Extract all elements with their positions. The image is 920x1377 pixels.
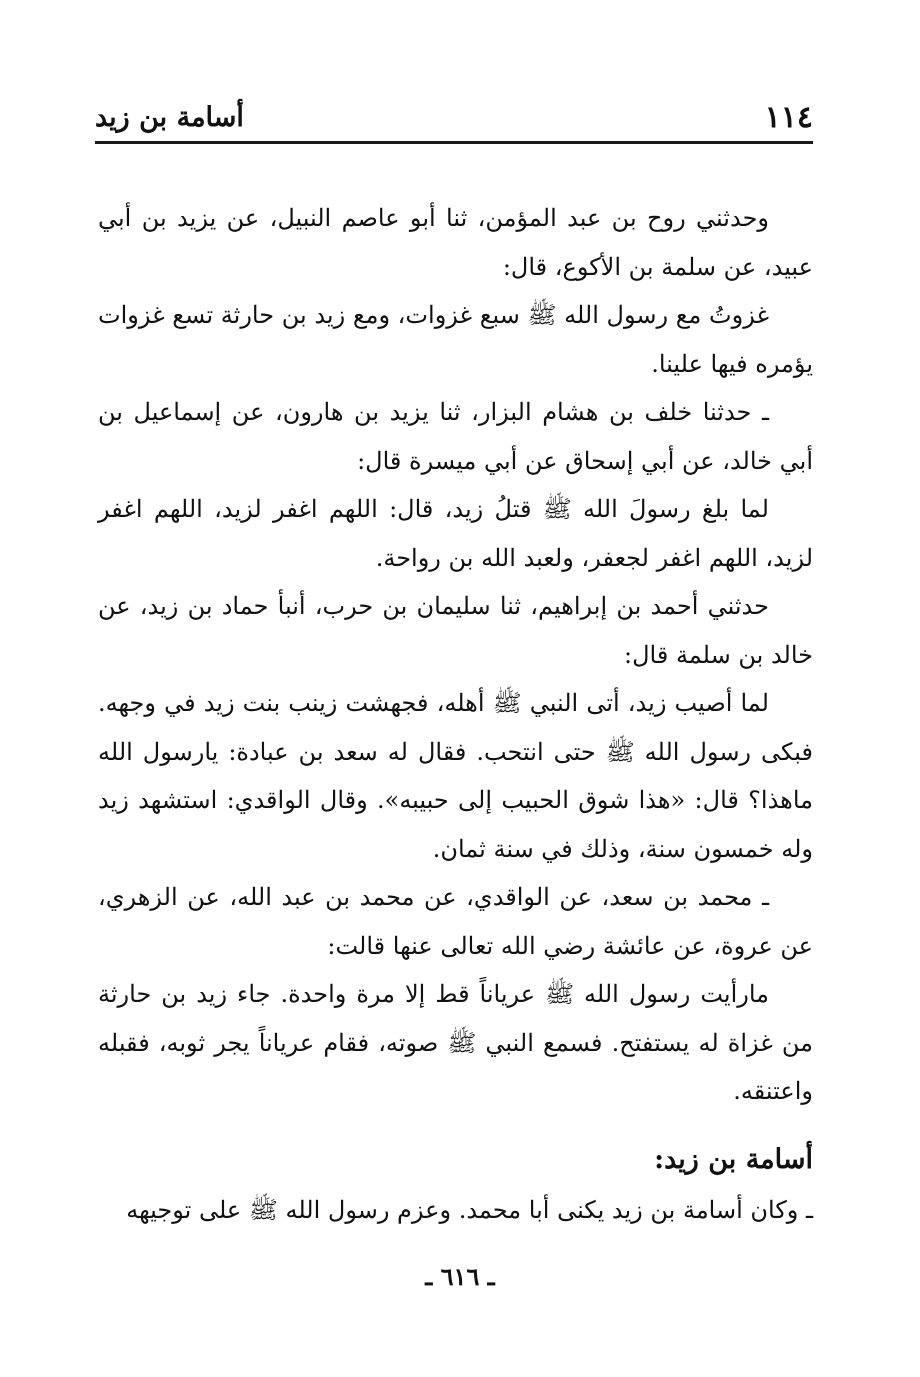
header-page-number: ١١٤ [764, 100, 813, 135]
running-header [95, 94, 813, 144]
section-subheading: أسامة بن زيد: [654, 1143, 813, 1175]
header-section-title: أسامة بن زيد [95, 102, 244, 133]
footer-page-number: ـ ٦١٦ ـ [425, 1262, 495, 1291]
paragraph-isnad-1: وحدثني روح بن عبد المؤمن، ثنا أبو عاصم النبيل، عن يزيد بن أبي عبيد، عن سلمة بن الأكوع، قال: [98, 204, 813, 281]
paragraph-closing: ـ وكان أسامة بن زيد يكنى أبا محمد. وعزم رسول الله ﷺ على توجيهه [126, 1195, 813, 1224]
paragraph-isnad-2: ـ حدثنا خلف بن هشام البزار، ثنا يزيد بن هارون، عن إسماعيل بن أبي خالد، عن أبي إسحاق عن أبي ميسرة قال: [98, 398, 813, 475]
paragraph-isnad-3: حدثني أحمد بن إبراهيم، ثنا سليمان بن حرب، أنبأ حماد بن زيد، عن خالد بن سلمة قال: [98, 592, 813, 669]
paragraph-narration-2: لما بلغ رسولَ الله ﷺ قتلُ زيد، قال: اللهم اغفر لزيد، اللهم اغفر لزيد، اللهم اغفر لجعفر، ولعبد الله بن رواحة. [98, 495, 813, 572]
page-body [98, 194, 813, 1234]
paragraph-narration-3: لما أصيب زيد، أتى النبي ﷺ أهله، فجهشت زينب بنت زيد في وجهه. فبكى رسول الله ﷺ حتى انتحب. فقال له سعد بن عبادة: يارسول الله ماهذا؟ قال: «هذا شوق الحبيب إلى حبيبه». وقال الواقدي: استشهد زيد وله خمسون سنة، وذلك في سنة ثمان. [98, 689, 813, 863]
paragraph-isnad-4: ـ محمد بن سعد، عن الواقدي، عن محمد بن عبد الله، عن الزهري، عن عروة، عن عائشة رضي الله تعالى عنها قالت: [98, 883, 813, 960]
paragraph-narration-1: غزوتُ مع رسول الله ﷺ سبع غزوات، ومع زيد بن حارثة تسع غزوات يؤمره فيها علينا. [98, 301, 813, 378]
paragraph-narration-4: مارأيت رسول الله ﷺ عرياناً قط إلا مرة واحدة. جاء زيد بن حارثة من غزاة له يستفتح. فسمع النبي ﷺ صوته، فقام عرياناً يجر ثوبه، فقبله واعتنقه. [98, 980, 813, 1105]
